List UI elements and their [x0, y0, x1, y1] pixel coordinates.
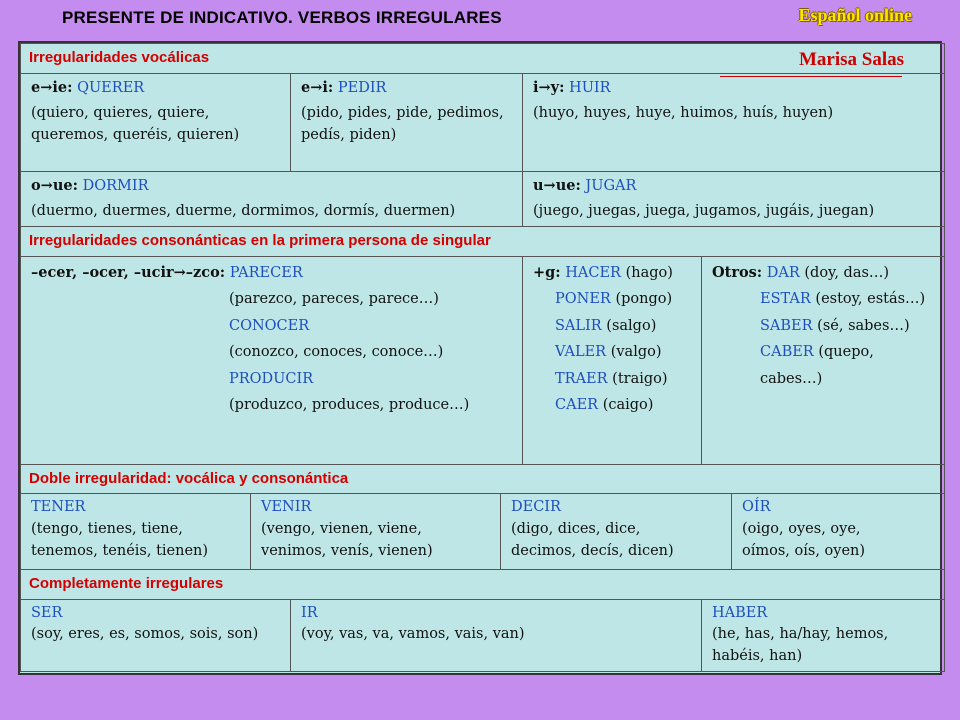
verb-name: HABER — [712, 604, 768, 621]
cell-otros — [702, 256, 945, 464]
verb-name: CABER — [760, 344, 814, 361]
verb-name: PRODUCIR — [229, 370, 314, 387]
verb-forms: (pongo) — [615, 291, 673, 308]
verb-forms: (salgo) — [606, 317, 657, 334]
verb-forms: (conozco, conoces, conoce…) — [229, 344, 444, 361]
verb-forms: (sé, sabes…) — [817, 317, 910, 334]
rule-label: +g: — [533, 263, 561, 281]
cell-ser — [21, 599, 291, 671]
cell-u-ue — [523, 171, 945, 227]
verb-name: HUIR — [569, 79, 611, 96]
verb-name: ESTAR — [760, 291, 811, 308]
page-title: PRESENTE DE INDICATIVO. VERBOS IRREGULARES — [62, 8, 502, 27]
verb-forms: (produzco, produces, produce…) — [229, 397, 470, 414]
verb-forms: (he, has, ha/hay, hemos, habéis, han) — [712, 626, 889, 664]
verb-forms: (doy, das…) — [804, 264, 890, 281]
verb-name: SER — [31, 604, 63, 621]
rule-label: u→ue: — [533, 176, 581, 194]
verb-name: CONOCER — [229, 317, 310, 334]
verb-forms: (pido, pides, pide, pedimos, pedís, piden) — [301, 105, 504, 143]
cell-venir — [251, 494, 501, 570]
verb-name: PEDIR — [337, 79, 387, 96]
cell-haber — [702, 599, 945, 671]
section-heading-double: Doble irregularidad: vocálica y consonántica — [21, 464, 945, 494]
cell-o-ue — [21, 171, 523, 227]
verb-forms: (estoy, estás…) — [815, 291, 926, 308]
cell-decir — [501, 494, 732, 570]
verb-name: PARECER — [229, 264, 303, 281]
verb-forms: (traigo) — [612, 370, 668, 387]
verb-name: TRAER — [555, 370, 608, 387]
verb-name: VALER — [555, 344, 607, 361]
verb-forms: (oigo, oyes, oye, — [742, 520, 861, 537]
verb-forms: (juego, juegas, juega, jugamos, jugáis, juegan) — [533, 203, 875, 220]
verb-name: DORMIR — [82, 177, 149, 194]
verb-name: SABER — [760, 317, 813, 334]
section-heading-complete: Completamente irregulares — [21, 570, 945, 600]
verb-forms: (quiero, quieres, quiere, queremos, queréis, quieren) — [31, 105, 240, 143]
section-heading-consonantal: Irregularidades consonánticas en la primera persona de singular — [21, 227, 945, 257]
cell-e-i — [291, 73, 523, 171]
rule-label: –ecer, –ocer, –ucir→–zco: — [31, 263, 226, 281]
verb-forms: (digo, dices, dice, — [511, 520, 641, 537]
verb-forms: (parezco, pareces, parece…) — [229, 291, 439, 308]
verb-forms: oímos, oís, oyen) — [742, 542, 866, 559]
cell-e-ie — [21, 73, 291, 171]
verb-name: HACER — [565, 264, 621, 281]
verb-name: CAER — [555, 397, 599, 414]
section-heading-vocalic: Irregularidades vocálicas — [21, 44, 945, 74]
verb-name: DECIR — [511, 499, 561, 515]
verb-forms: (valgo) — [610, 344, 662, 361]
cell-plus-g — [523, 256, 702, 464]
verb-forms: venimos, venís, vienen) — [261, 542, 433, 559]
author-underline — [720, 76, 902, 77]
verb-forms: (duermo, duermes, duerme, dormimos, dormís, duermen) — [31, 203, 456, 220]
verb-forms: (voy, vas, va, vamos, vais, van) — [301, 626, 525, 643]
verb-name: QUERER — [77, 79, 145, 96]
verb-forms: tenemos, tenéis, tienen) — [31, 542, 209, 559]
brand-logo-text: Español online — [798, 5, 912, 25]
verb-forms: decimos, decís, dicen) — [511, 542, 674, 559]
verb-name: SALIR — [555, 317, 602, 334]
verb-forms: (vengo, vienen, viene, — [261, 520, 422, 537]
cell-zco — [21, 256, 523, 464]
cell-i-y — [523, 73, 945, 171]
verb-forms: (quepo, cabes…) — [760, 344, 874, 387]
rule-label: e→i: — [301, 78, 334, 96]
verb-name: JUGAR — [585, 177, 637, 194]
verb-forms: (huyo, huyes, huye, huimos, huís, huyen) — [533, 105, 834, 122]
conjugation-table — [20, 43, 945, 672]
conjugation-sheet — [18, 41, 942, 675]
verb-name: OÍR — [742, 499, 771, 515]
verb-forms: (soy, eres, es, somos, sois, son) — [31, 626, 259, 643]
rule-label: Otros: — [712, 263, 763, 281]
verb-forms: (tengo, tienes, tiene, — [31, 520, 183, 537]
verb-name: VENIR — [261, 499, 312, 515]
rule-label: i→y: — [533, 78, 565, 96]
verb-name: IR — [301, 604, 318, 621]
verb-name: PONER — [555, 291, 611, 308]
verb-forms: (hago) — [625, 264, 673, 281]
verb-name: TENER — [31, 499, 86, 515]
verb-forms: (caigo) — [602, 397, 654, 414]
author-name: Marisa Salas — [798, 49, 904, 70]
rule-label: o→ue: — [31, 176, 78, 194]
cell-ir — [291, 599, 702, 671]
verb-name: DAR — [766, 264, 800, 281]
cell-tener — [21, 494, 251, 570]
rule-label: e→ie: — [31, 78, 73, 96]
cell-oir — [732, 494, 945, 570]
